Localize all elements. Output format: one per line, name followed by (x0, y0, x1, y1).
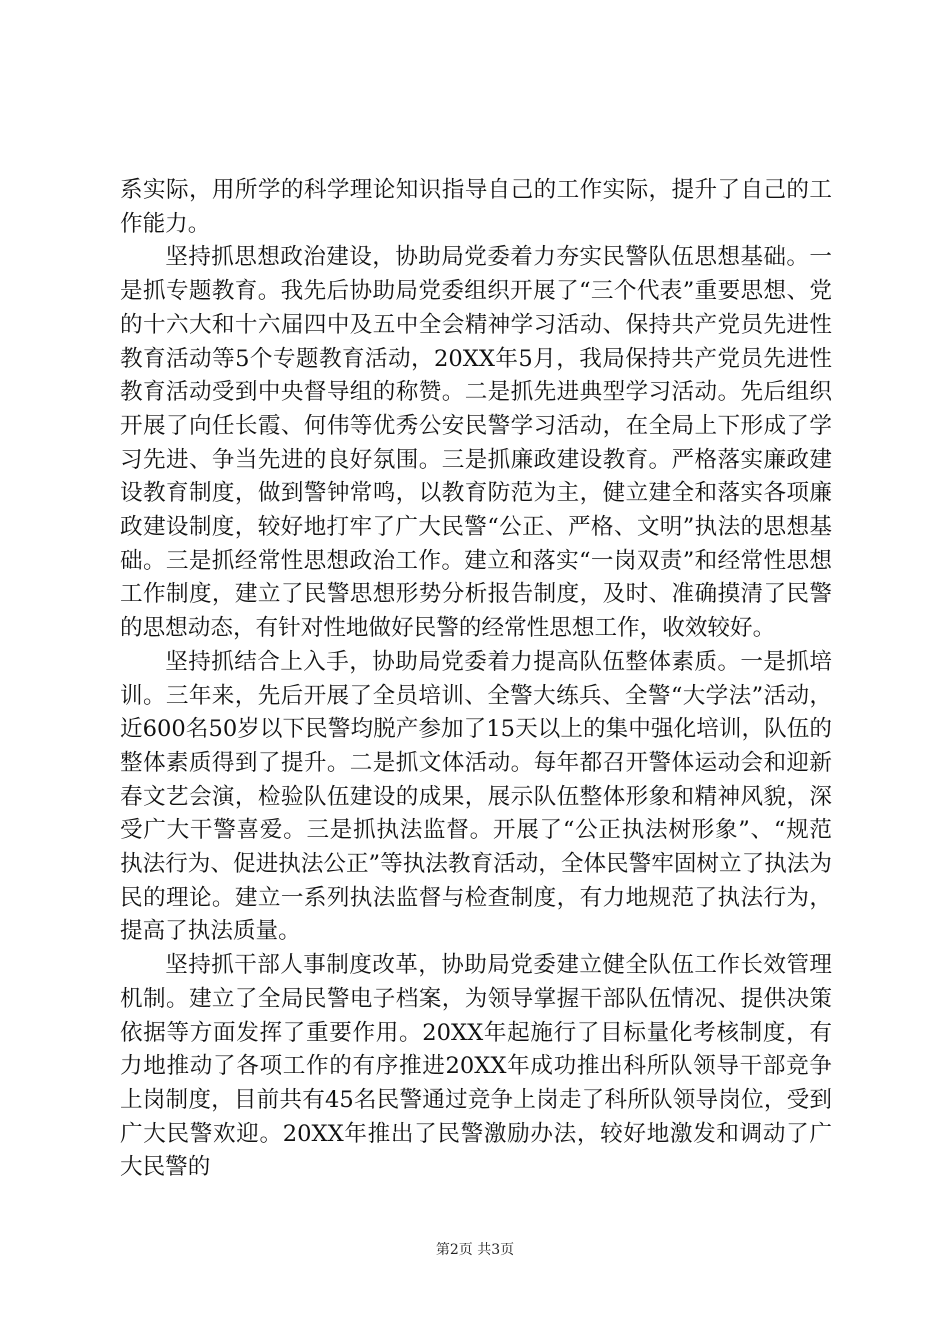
paragraph-team-quality: 坚持抓结合上入手，协助局党委着力提高队伍整体素质。一是抓培训。三年来，先后开展了全员培训、全警大练兵、全警“大学法”活动，近600名50岁以下民警均脱产参加了15天以上的集中强化培训，队伍的整体素质得到了提升。二是抓文体活动。每年都召开警体运动会和迎新春文艺会演，检验队伍建设的成果，展示队伍整体形象和精神风貌，深受广大干警喜爱。三是抓执法监督。开展了“公正执法树形象”、“规范执法行为、促进执法公正”等执法教育活动，全体民警牢固树立了执法为民的理论。建立一系列执法监督与检查制度，有力地规范了执法行为，提高了执法质量。 (120, 648, 832, 945)
paragraph-continuation: 系实际，用所学的科学理论知识指导自己的工作实际，提升了自己的工作能力。 (120, 177, 832, 237)
page-footer: 第2页 共3页 (435, 1242, 515, 1258)
document-body (120, 174, 832, 1185)
paragraph-ideological-building: 坚持抓思想政治建设，协助局党委着力夯实民警队伍思想基础。一是抓专题教育。我先后协助局党委组织开展了“三个代表”重要思想、党的十六大和十六届四中及五中全会精神学习活动、保持共产党员先进性教育活动等5个专题教育活动，20XX年5月，我局保持共产党员先进性教育活动受到中央督导组的称赞。二是抓先进典型学习活动。先后组织开展了向任长霞、何伟等优秀公安民警学习活动，在全局上下形成了学习先进、争当先进的良好氛围。三是抓廉政建设教育。严格落实廉政建设教育制度，做到警钟常鸣，以教育防范为主，健立建全和落实各项廉政建设制度，较好地打牢了广大民警“公正、严格、文明”执法的思想基础。三是抓经常性思想政治工作。建立和落实“一岗双责”和经常性思想工作制度，建立了民警思想形势分析报告制度，及时、准确摸清了民警的思想动态，有针对性地做好民警的经常性思想工作，收效较好。 (120, 244, 832, 642)
paragraph-personnel-reform: 坚持抓干部人事制度改革，协助局党委建立健全队伍工作长效管理机制。建立了全局民警电子档案，为领导掌握干部队伍情况、提供决策依据等方面发挥了重要作用。20XX年起施行了目标量化考核制度，有力地推动了各项工作的有序推进20XX年成功推出科所队领导干部竞争上岗制度，目前共有45名民警通过竞争上岗走了科所队领导岗位，受到广大民警欢迎。20XX年推出了民警激励办法，较好地激发和调动了广大民警的 (120, 952, 832, 1181)
